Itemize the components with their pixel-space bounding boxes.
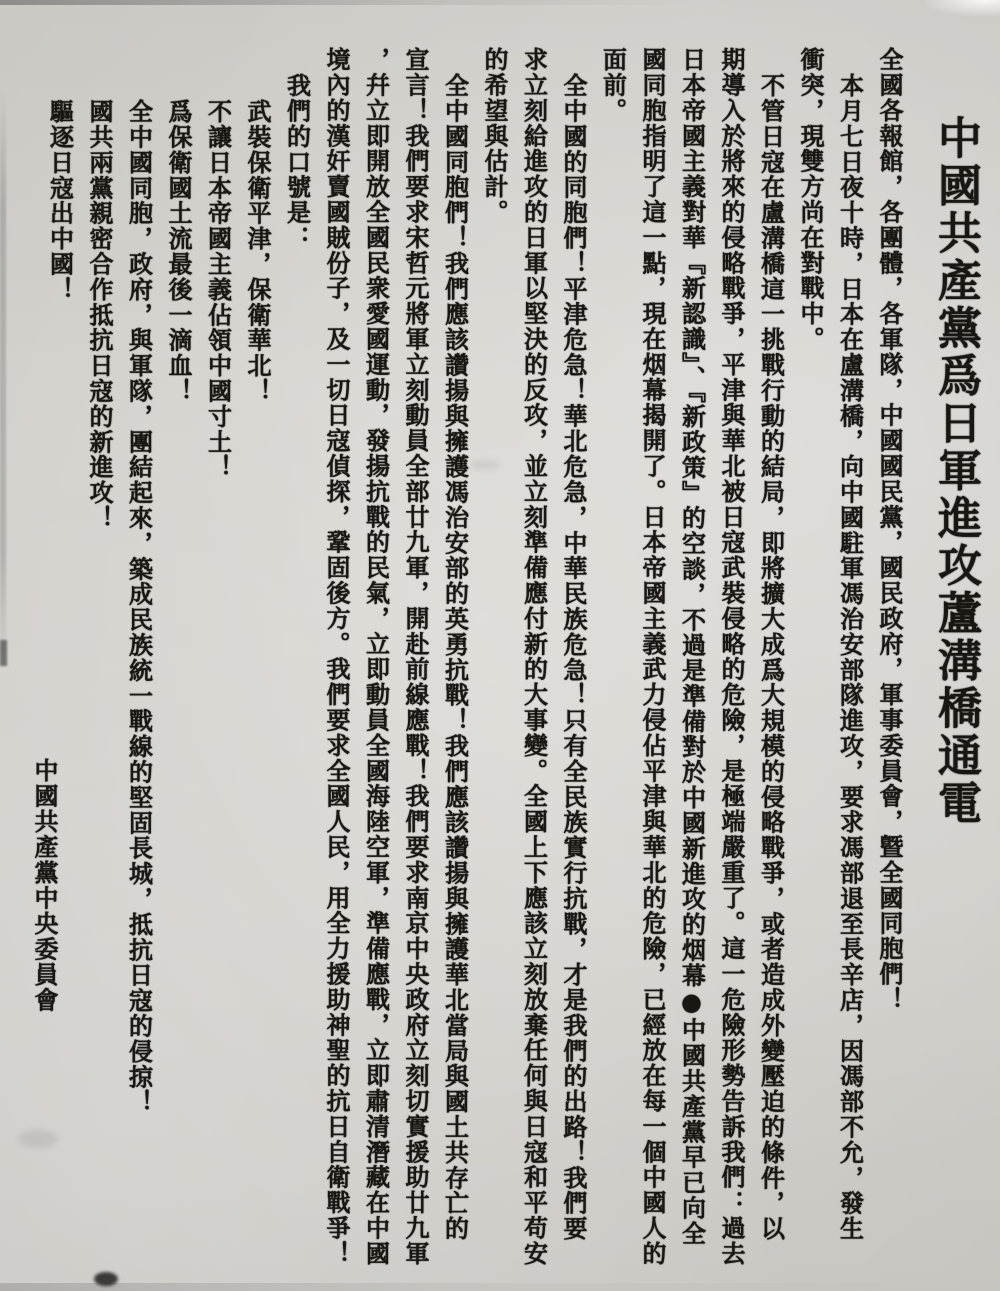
text-column: 不管日寇在盧溝橋這一挑戰行動的結局，即將擴大成爲大規模的侵略戰爭，或者造成外變壓迫的條件，以 xyxy=(756,73,785,1242)
slogan-column: 國共兩黨親密合作抵抗日寇的新進攻！ xyxy=(85,99,113,531)
photo-artifact xyxy=(0,640,7,666)
text-column: 全中國的同胞們！平津危急！華北危急，中華民族危急！只有全民族實行抗戰，才是我們的出路！我們要 xyxy=(559,73,587,1242)
document-body xyxy=(15,47,990,1285)
photo-artifact xyxy=(0,90,6,670)
text-column: 我們的口號是： xyxy=(282,73,311,251)
text-column: 面前。 xyxy=(598,47,627,124)
document-title: 中國共產黨爲日軍進攻蘆溝橋通電 xyxy=(930,115,981,828)
text-column: 期導入於將來的侵略戰爭，平津與華北被日寇武裝侵略的危險，是極端嚴重了。這一危險形勢告訴我們：過去 xyxy=(717,47,745,1267)
text-column: 國同胞指明了這一點，現在烟幕揭開了。日本帝國主義武力侵佔平津與華北的危險，已經放在每一個中國人的 xyxy=(638,47,666,1267)
slogan-column: 爲保衛國土流最後一滴血！ xyxy=(164,99,192,404)
photo-artifact xyxy=(925,0,1000,16)
slogan-column: 驅逐日寇出中國！ xyxy=(45,99,74,303)
text-column: 宣言！我們要求宋哲元將軍立刻動員全部廿九軍，開赴前線應戰！我們要求南京中央政府立刻切實援助廿九軍 xyxy=(401,47,429,1267)
slogan-column: 武裝保衛平津，保衛華北！ xyxy=(243,99,271,404)
text-column: 境內的漢奸賣國賊份子，及一切日寇偵探，鞏固後方。我們要求全國人民，用全力援助神聖的抗日自衛戰爭！ xyxy=(322,47,350,1267)
slogan-column: 不讓日本帝國主義佔領中國寸土！ xyxy=(203,99,232,480)
text-column: 本月七日夜十時，日本在盧溝橋，向中國駐軍馮治安部隊進攻，要求馮部退至長辛店，因馮部不允，發生 xyxy=(835,73,864,1242)
text-column: 求立刻給進攻的日軍以堅決的反攻，並立刻準備應付新的大事變。全國上下應該立刻放棄任何與日寇和平苟安 xyxy=(519,47,548,1267)
text-column: ，幷立即開放全國民衆愛國運動，發揚抗戰的民氣，立即動員全國海陸空軍，準備應戰，立即肅清潛藏在中國 xyxy=(361,47,390,1267)
text-column: 日本帝國主義對華『新認識』、『新政策』的空談，不過是準備對於中國新進攻的烟幕●中國共產黨早已向全 xyxy=(677,47,706,1247)
slogan-column: 全中國同胞，政府，與軍隊，團結起來，築成民族統一戰線的堅固長城，抵抗日寇的侵掠！ xyxy=(124,99,153,1115)
signature: 中國共產黨中央委員會 xyxy=(30,758,58,1013)
text-column: 衝突，現雙方尚在對戰中。 xyxy=(796,47,824,352)
text-column: 全國各報館，各團體，各軍隊，中國國民黨，國民政府，軍事委員會，曁全國同胞們！ xyxy=(875,47,903,1013)
text-column: 的希望與估計。 xyxy=(480,47,508,225)
text-column: 全中國同胞們！我們應該讚揚與擁護馮治安部的英勇抗戰！我們應該讚揚與擁護華北當局與國土共存亡的 xyxy=(440,73,469,1242)
photo-artifact xyxy=(0,0,1000,5)
